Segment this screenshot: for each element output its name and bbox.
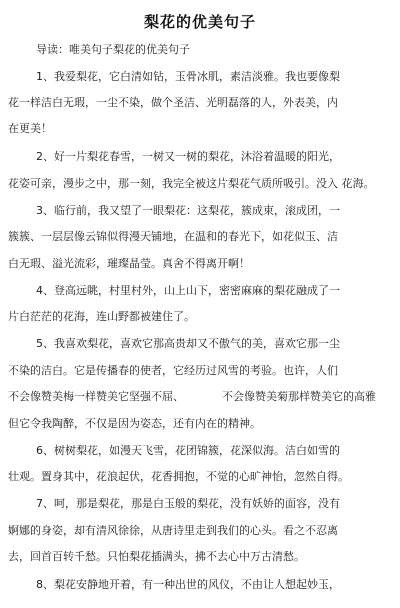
p1-line-2: 花一样洁白无瑕，一尘不染，做个圣洁、光明磊落的人，外表美，内 [8, 96, 338, 109]
p6-line-2: 壮观。置身其中，花浪起伏，花香拥抱，不觉的心旷神怡，忽然自得。 [8, 470, 349, 483]
p1-line-3: 在更美！ [8, 122, 52, 135]
p6-line-1: 6、树树梨花，如漫天飞雪，花团锦簇，花深似海。洁白如雪的 [36, 444, 340, 457]
p7-line-1: 7、呵，那是梨花，那是白玉般的梨花，没有妖娇的面容，没有 [36, 497, 340, 510]
p4-line-2: 片白茫茫的花海，连山野都被建住了。 [8, 310, 195, 323]
p5-line-4: 但它令我陶醉，不仅是因为姿态，还有内在的精神。 [8, 417, 261, 430]
p8-line-1: 8、梨花安静地开着，有一种出世的风仪，不由让人想起妙玉， [36, 578, 340, 591]
intro-line: 导读：唯美句子梨花的优美句子 [36, 43, 190, 56]
p5-line-2: 不染的洁白。它是传播春的使者，它经历过风雪的考验。也许，人们 [8, 364, 338, 377]
p5-line-3 [8, 387, 392, 407]
p4-line-1: 4、登高远眺，村里村外，山上山下，密密麻麻的梨花融成了一 [36, 284, 340, 297]
p5-line-1: 5、我喜欢梨花，喜欢它那高贵却又不傲气的美，喜欢它那一尘 [36, 337, 340, 350]
p3-line-1: 3、临行前，我又望了一眼梨花：这梨花，簇成束，滚成团，一 [36, 204, 340, 217]
p7-line-2: 婀娜的身姿，却有清风徐徐，从唐诗里走到我们的心头。看之不忍离 [8, 524, 338, 537]
p3-line-3: 白无瑕、溢光流彩，璀璨晶莹。真舍不得离开啊！ [8, 257, 250, 270]
p2-line-1: 2、好一片梨花春雪，一树又一树的梨花，沐浴着温暖的阳光， [36, 150, 340, 163]
p2-line-2: 花姿可亲，漫步之中，那一刻，我完全被这片梨花气质所吸引。没入 花海。 [8, 177, 375, 190]
p1-line-1: 1、我爱梨花，它白清如钻，玉骨冰肌，素洁淡雅。我也要像梨 [36, 70, 340, 83]
document-title: 梨花的优美句子 [143, 13, 256, 31]
p7-line-3: 去，回首百转千愁。只怕梨花插满头，拂不去心中万古清愁。 [8, 550, 305, 563]
p5-line-3-part-2: 不会像赞美菊那样赞美它的高雅 [222, 390, 376, 403]
p5-line-3-part-1: 不会像赞美梅一样赞美它坚强不屈、 [8, 390, 184, 403]
p3-line-2: 簇簇、一层层像云锦似得漫天铺地，在温和的春光下，如花似玉、洁 [8, 230, 338, 243]
